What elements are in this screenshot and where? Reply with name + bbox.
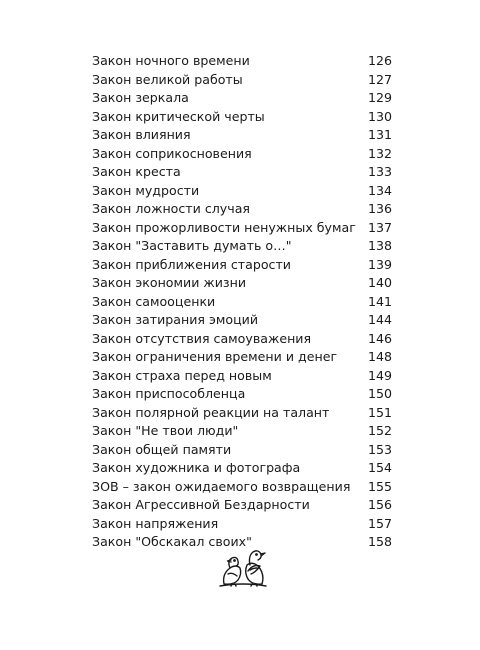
- toc-entry-title: Закон великой работы: [92, 71, 243, 87]
- toc-entry-page: 137: [367, 219, 392, 235]
- toc-entry: [92, 441, 392, 460]
- toc-entry: [92, 182, 392, 201]
- toc-entry-page: 140: [367, 275, 392, 290]
- toc-entry-title: Закон приспособленца: [92, 386, 246, 401]
- toc-entry: [92, 496, 392, 515]
- toc-entry-title: Закон влияния: [92, 127, 191, 142]
- toc-entry-title: Закон мудрости: [92, 182, 200, 198]
- toc-entry: [92, 293, 392, 312]
- toc-entry-title: Закон прожорливости ненужных бумаг: [92, 219, 356, 235]
- toc-entry-title: Закон экономии жизни: [92, 275, 247, 290]
- toc-entry-title: Закон "Заставить думать о…": [92, 238, 292, 253]
- toc-entry: [92, 404, 392, 423]
- toc-entry-page: 154: [367, 460, 392, 475]
- toc-entry-title: Закон ограничения времени и денег: [92, 349, 338, 364]
- table-of-contents: [92, 52, 392, 552]
- toc-entry: [92, 163, 392, 182]
- toc-entry-page: 149: [367, 367, 392, 383]
- toc-entry-title: Закон "Не твои люди": [92, 423, 239, 438]
- toc-entry-title: Закон "Обскакал своих": [92, 534, 252, 549]
- toc-entry-page: 132: [367, 145, 392, 161]
- toc-entry-page: 152: [367, 423, 392, 438]
- toc-entry-page: 148: [367, 349, 392, 364]
- toc-entry-title: Закон креста: [92, 164, 181, 179]
- toc-entry-title: Закон соприкосновения: [92, 145, 252, 161]
- toc-entry-page: 146: [367, 330, 392, 346]
- toc-entry-page: 141: [367, 293, 392, 309]
- toc-entry: [92, 311, 392, 330]
- toc-entry-title: Закон отсутствия самоуважения: [92, 330, 312, 346]
- toc-entry: [92, 256, 392, 275]
- toc-entry-page: 157: [367, 515, 392, 531]
- toc-entry: [92, 348, 392, 367]
- toc-entry-title: Закон полярной реакции на талант: [92, 404, 330, 420]
- toc-entry-page: 134: [367, 182, 392, 198]
- toc-entry: [92, 385, 392, 404]
- two-birds-icon: [218, 544, 268, 590]
- toc-entry: [92, 367, 392, 386]
- toc-entry-page: 155: [367, 478, 392, 494]
- toc-entry: [92, 237, 392, 256]
- toc-entry-page: 151: [367, 404, 392, 420]
- toc-entry: [92, 126, 392, 145]
- toc-entry-title: Закон зеркала: [92, 90, 189, 105]
- toc-entry: [92, 330, 392, 349]
- toc-entry-title: Закон общей памяти: [92, 441, 232, 457]
- toc-entry-title: Закон художника и фотографа: [92, 460, 301, 475]
- toc-entry-title: Закон страха перед новым: [92, 367, 272, 383]
- toc-entry-page: 153: [367, 441, 392, 457]
- toc-entry: [92, 459, 392, 478]
- toc-entry: [92, 200, 392, 219]
- toc-entry-page: 126: [367, 53, 392, 68]
- toc-entry-title: Закон приближения старости: [92, 256, 291, 272]
- toc-entry-page: 133: [367, 164, 392, 179]
- toc-entry: [92, 145, 392, 164]
- toc-entry: [92, 52, 392, 71]
- toc-entry: [92, 422, 392, 441]
- toc-entry-title: Закон затирания эмоций: [92, 312, 259, 327]
- toc-entry-page: 139: [367, 256, 392, 272]
- toc-entry: [92, 274, 392, 293]
- toc-entry-page: 131: [367, 127, 392, 142]
- toc-entry-page: 158: [367, 534, 392, 549]
- toc-entry-title: Закон критической черты: [92, 108, 265, 124]
- toc-entry: [92, 478, 392, 497]
- toc-entry: [92, 108, 392, 127]
- toc-entry: [92, 71, 392, 90]
- toc-entry-title: Закон самооценки: [92, 293, 216, 309]
- toc-entry-title: ЗОВ – закон ожидаемого возвращения: [92, 478, 351, 494]
- toc-entry-page: 156: [367, 497, 392, 512]
- toc-entry-page: 130: [367, 108, 392, 124]
- toc-entry: [92, 515, 392, 534]
- toc-entry: [92, 89, 392, 108]
- toc-entry-page: 138: [367, 238, 392, 253]
- toc-entry-page: 129: [367, 90, 392, 105]
- toc-entry-page: 127: [367, 71, 392, 87]
- toc-entry: [92, 219, 392, 238]
- toc-entry-title: Закон Агрессивной Бездарности: [92, 497, 310, 512]
- toc-entry-page: 144: [367, 312, 392, 327]
- toc-entry-title: Закон напряжения: [92, 515, 219, 531]
- toc-entry-page: 150: [367, 386, 392, 401]
- toc-entry-page: 136: [367, 201, 392, 216]
- toc-entry-title: Закон ложности случая: [92, 201, 250, 216]
- toc-entry-title: Закон ночного времени: [92, 53, 250, 68]
